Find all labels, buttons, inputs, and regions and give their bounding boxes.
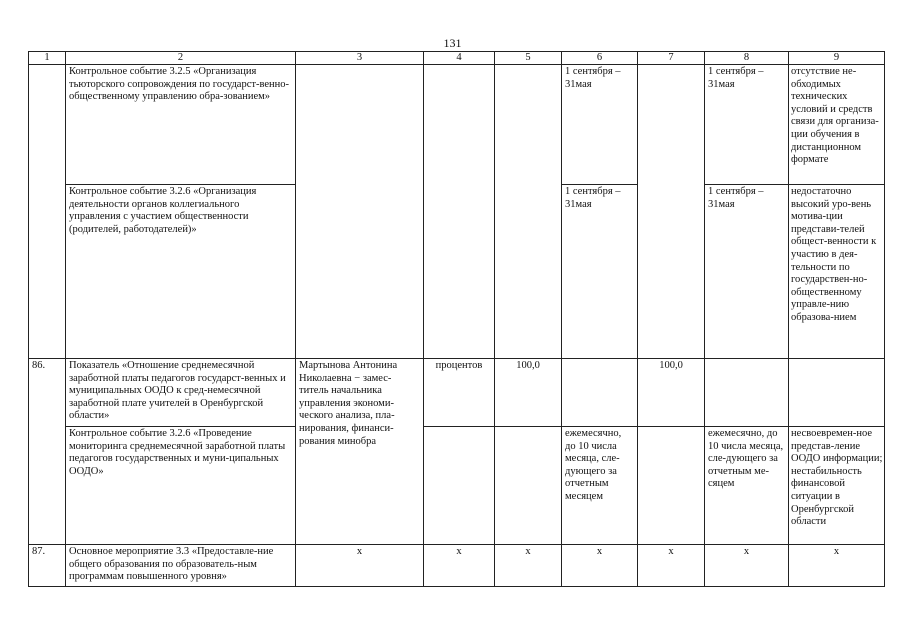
- fact-value-cell: [638, 65, 705, 359]
- row-number: 86.: [29, 359, 66, 545]
- page-number: 131: [443, 36, 462, 50]
- col-header-9: 9: [789, 52, 885, 65]
- col-header-3: 3: [296, 52, 424, 65]
- fact-value-cell: 100,0: [638, 359, 705, 427]
- table-row-event-3-2-6-b: [29, 427, 885, 545]
- risk-cell: отсутствие не-обходимых технических условий и средств связи для организа-ции обучения в дистанционном формате: [789, 65, 885, 185]
- unit-cell: [424, 427, 495, 545]
- cross-mark: х: [495, 545, 562, 587]
- program-table: [28, 51, 885, 587]
- fact-period: [705, 359, 789, 427]
- plan-period: 1 сентября – 31мая: [562, 65, 638, 185]
- col-header-5: 5: [495, 52, 562, 65]
- table-row-87: [29, 545, 885, 587]
- indicator-name: Показатель «Отношение среднемесячной заработной платы педагогов государст-венных и муниципальных ООДО к сред-немесячной заработной плате учителей в Оренбургской области»: [66, 359, 296, 427]
- fact-period: 1 сентября – 31мая: [705, 185, 789, 359]
- row-number: [29, 65, 66, 359]
- col-header-8: 8: [705, 52, 789, 65]
- col-header-6: 6: [562, 52, 638, 65]
- cross-mark: х: [296, 545, 424, 587]
- unit-cell: [424, 65, 495, 359]
- col-header-4: 4: [424, 52, 495, 65]
- plan-period: ежемесячно, до 10 числа месяца, сле-дующего за отчетным месяцем: [562, 427, 638, 545]
- plan-value-cell: [495, 427, 562, 545]
- cross-mark: х: [562, 545, 638, 587]
- activity-name: Основное мероприятие 3.3 «Предоставле-ние общего образования по образователь-ным программам повышенного уровня»: [66, 545, 296, 587]
- col-header-1: 1: [29, 52, 66, 65]
- plan-period: [562, 359, 638, 427]
- responsible-person: Мартынова Антонина Николаевна − замес-титель начальника управления экономи-ческого анализа, пла-нирования, финанси-рования минобра: [296, 359, 424, 545]
- table-row-event-3-2-5: [29, 65, 885, 185]
- plan-value-cell: [495, 65, 562, 359]
- cross-mark: х: [638, 545, 705, 587]
- plan-period: 1 сентября – 31мая: [562, 185, 638, 359]
- row-number: 87.: [29, 545, 66, 587]
- cross-mark: х: [789, 545, 885, 587]
- risk-cell: несвоевремен-ное представ-ление ООДО информации; нестабильность финансовой ситуации в Оренбургской области: [789, 427, 885, 545]
- risk-cell: [789, 359, 885, 427]
- unit-cell: процентов: [424, 359, 495, 427]
- cross-mark: х: [424, 545, 495, 587]
- fact-period: ежемесячно, до 10 числа месяца, сле-дующего за отчетным ме-сяцем: [705, 427, 789, 545]
- responsible-cell: [296, 65, 424, 359]
- col-header-2: 2: [66, 52, 296, 65]
- event-name: Контрольное событие 3.2.6 «Организация деятельности органов коллегиального управления с участием общественности (родителей, работодателей)»: [66, 185, 296, 359]
- table-row-86: [29, 359, 885, 427]
- column-number-row: [29, 52, 885, 65]
- fact-value-cell: [638, 427, 705, 545]
- fact-period: 1 сентября – 31мая: [705, 65, 789, 185]
- event-name: Контрольное событие 3.2.6 «Проведение мониторинга среднемесячной заработной платы педагогов государственных и муни-ципальных ООДО»: [66, 427, 296, 545]
- event-name: Контрольное событие 3.2.5 «Организация тьюторского сопровождения по государст-венно-общественному управлению обра-зованием»: [66, 65, 296, 185]
- plan-value-cell: 100,0: [495, 359, 562, 427]
- col-header-7: 7: [638, 52, 705, 65]
- risk-cell: недостаточно высокий уро-вень мотива-ции представи-телей общест-венности к участию в дея-тельности по государствен-но-общественному управле-нию образова-нием: [789, 185, 885, 359]
- cross-mark: х: [705, 545, 789, 587]
